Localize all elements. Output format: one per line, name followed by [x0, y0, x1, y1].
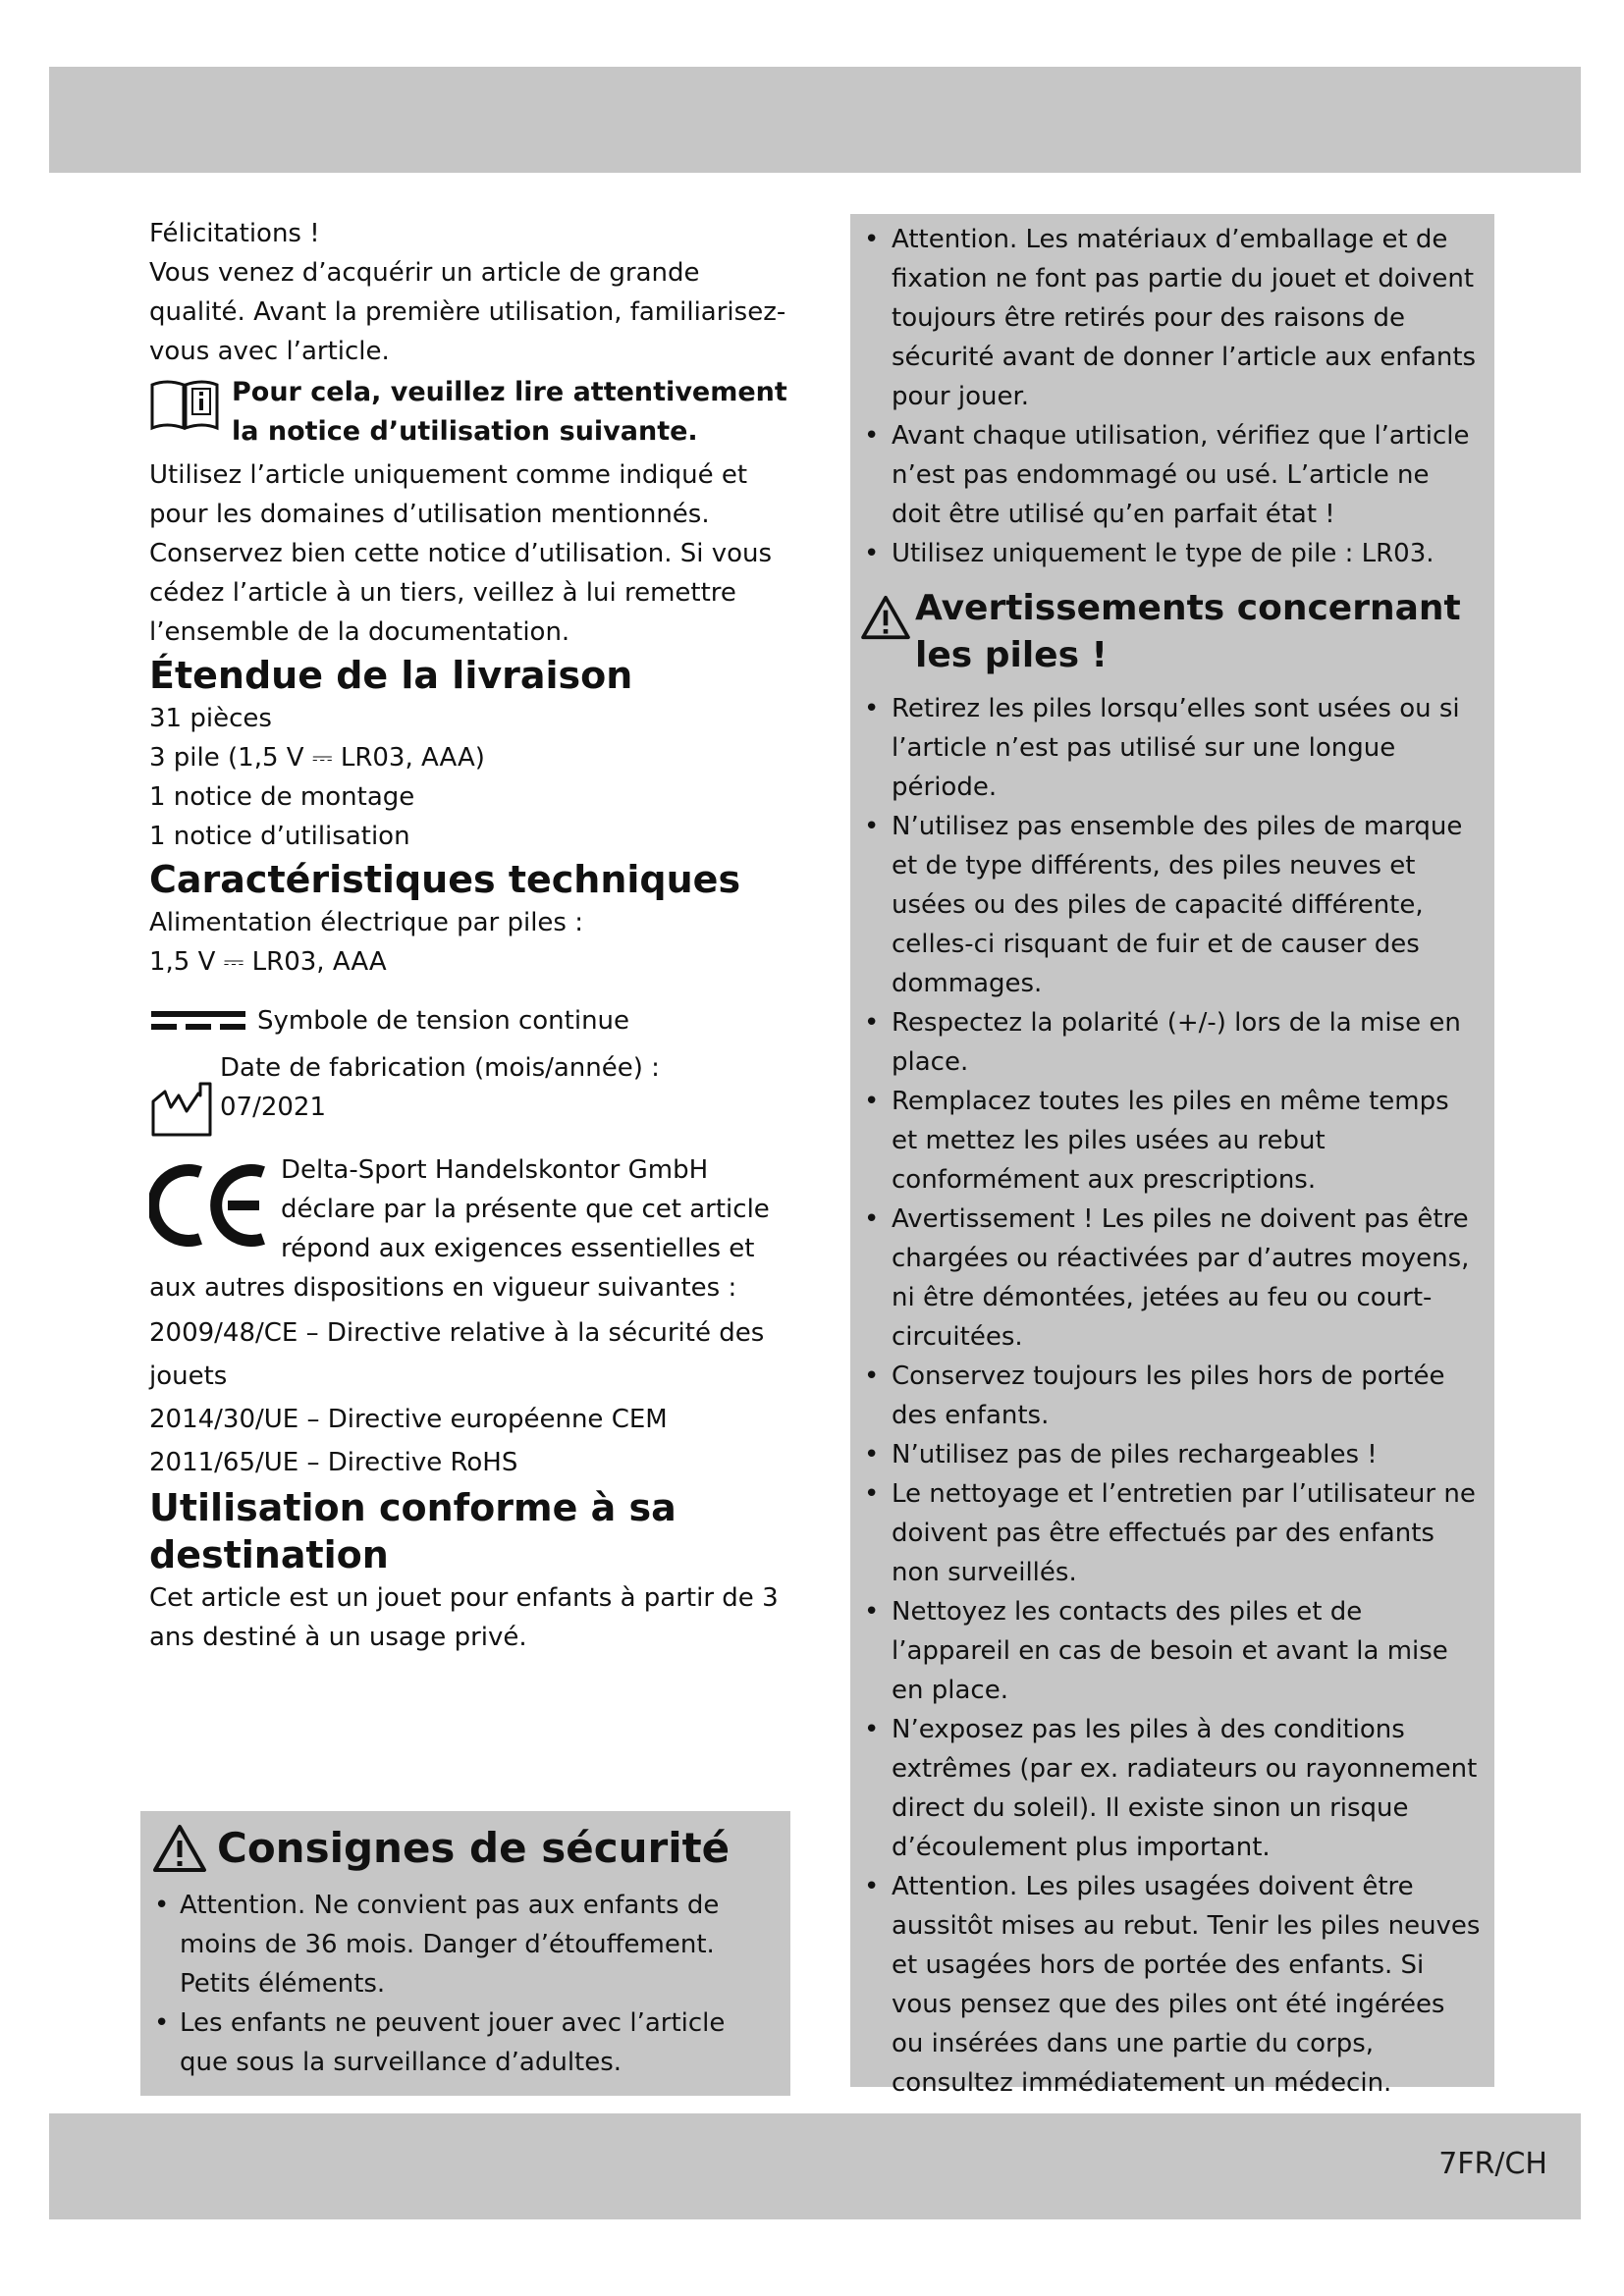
list-item: 1 notice de montage: [149, 782, 415, 812]
scope-title: Étendue de la livraison: [149, 654, 633, 697]
notice-text: Pour cela, veuillez lire attentivement la notice d’utilisation suivante.: [232, 377, 787, 447]
greeting: Félicitations !: [149, 219, 320, 248]
mfg-row: [149, 1048, 787, 1141]
dc-symbol-row: [149, 1001, 787, 1041]
usage-text: Utilisez l’article uniquement comme indiqué et pour les domaines d’utilisation mentionnés. Conservez bien cette notice d’utilisation. Si vous cédez l’article à un tiers, veillez à lui remettre l’ensemble de la documentation.: [149, 460, 773, 647]
intro-text: Vous venez d’acquérir un article de grande qualité. Avant la première utilisation, familiarisez-vous avec l’article.: [149, 258, 786, 366]
power-value: 1,5 V ⎓ LR03, AAA: [149, 947, 387, 977]
dc-voltage-icon: [149, 1009, 247, 1033]
directives: [149, 1311, 787, 1484]
list-item: 3 pile (1,5 V ⎓ LR03, AAA): [149, 743, 485, 773]
notice-row: [149, 373, 787, 452]
factory-icon: [149, 1076, 214, 1141]
list-item: • Attention. Les matériaux d’emballage et de fixation ne font pas partie du jouet et doivent toujours être retirés pour des raisons de sécurité avant de donner l’article aux enfants pour jouer.: [850, 220, 1481, 416]
header-band: [49, 67, 1581, 173]
list-item: • Retirez les piles lorsqu’elles sont usées ou si l’article n’est pas utilisé sur une longue période.: [850, 689, 1481, 807]
list-item: • Respectez la polarité (+/-) lors de la mise en place.: [850, 1003, 1481, 1082]
list-item: • Le nettoyage et l’entretien par l’utilisateur ne doivent pas être effectués par des enfants non surveillés.: [850, 1474, 1481, 1592]
ce-mark-icon: [149, 1158, 271, 1253]
ce-row: [149, 1150, 787, 1268]
warning-triangle-icon: [860, 595, 911, 640]
footer-band: [49, 2113, 1581, 2219]
list-item: • Les enfants ne peuvent jouer avec l’article que sous la surveillance d’adultes.: [140, 2003, 773, 2082]
list-item: • Conservez toujours les piles hors de portée des enfants.: [850, 1357, 1481, 1435]
scope-list: [149, 699, 787, 856]
book-info-icon: [149, 377, 220, 432]
mfg-label: Date de fabrication (mois/année) :: [220, 1053, 660, 1083]
list-item: • Utilisez uniquement le type de pile : LR03.: [850, 534, 1481, 573]
list-item: 31 pièces: [149, 704, 272, 733]
list-item: • N’utilisez pas de piles rechargeables !: [850, 1435, 1481, 1474]
directive-item: 2009/48/CE – Directive relative à la sécurité des jouets: [149, 1318, 765, 1391]
list-item: • Avant chaque utilisation, vérifiez que l’article n’est pas endommagé ou usé. L’article ne doit être utilisé qu’en parfait état !: [850, 416, 1481, 534]
ce-text: Delta-Sport Handelskontor GmbH déclare par la présente que cet article répond aux exigences essentielles et: [281, 1155, 770, 1263]
left-column: [149, 214, 787, 1657]
list-item: 1 notice d’utilisation: [149, 822, 410, 851]
page-number: 7FR/CH: [1438, 2147, 1547, 2181]
mfg-text: [220, 1048, 660, 1127]
tech-title: Caractéristiques techniques: [149, 858, 741, 901]
warning-triangle-icon: [152, 1824, 207, 1873]
list-item: • Attention. Les piles usagées doivent être aussitôt mises au rebut. Tenir les piles neuves et usagées hors de portée des enfants. Si vous pensez que des piles ont été ingérées ou insérées dans une partie du corps, consultez immédiatement un médecin.: [850, 1867, 1481, 2103]
ce-continuation: aux autres dispositions en vigueur suivantes :: [149, 1273, 737, 1303]
list-item: • N’exposez pas les piles à des conditions extrêmes (par ex. radiateurs ou rayonnement direct du soleil). Il existe sinon un risque d’écoulement plus important.: [850, 1710, 1481, 1867]
safety-title: Consignes de sécurité: [217, 1824, 731, 1872]
mfg-date: 07/2021: [220, 1093, 327, 1122]
list-item: • Remplacez toutes les piles en même temps et mettez les piles usées au rebut conformément aux prescriptions.: [850, 1082, 1481, 1200]
dc-symbol-text: Symbole de tension continue: [257, 1006, 630, 1036]
general-warnings-list: [850, 220, 1494, 573]
right-warnings-box: [850, 214, 1494, 2098]
battery-title: Avertissements concernant les piles !: [915, 588, 1461, 675]
safety-list: [140, 1886, 790, 2082]
battery-head: [860, 585, 1494, 679]
battery-warnings-list: [850, 689, 1494, 2103]
list-item: • Avertissement ! Les piles ne doivent pas être chargées ou réactivées par d’autres moyens, ni être démontées, jetées au feu ou court-circuitées.: [850, 1200, 1481, 1357]
safety-box: [140, 1811, 790, 2096]
list-item: • N’utilisez pas ensemble des piles de marque et de type différents, des piles neuves et usées ou des piles de capacité différente, celles-ci risquant de fuir et de causer des dommages.: [850, 807, 1481, 1003]
list-item: • Nettoyez les contacts des piles et de l’appareil en cas de besoin et avant la mise en place.: [850, 1592, 1481, 1710]
directive-item: 2011/65/UE – Directive RoHS: [149, 1448, 518, 1477]
directive-item: 2014/30/UE – Directive européenne CEM: [149, 1405, 668, 1434]
use-text: Cet article est un jouet pour enfants à partir de 3 ans destiné à un usage privé.: [149, 1583, 779, 1652]
safety-head: [140, 1811, 790, 1878]
power-label: Alimentation électrique par piles :: [149, 908, 583, 937]
list-item: • Attention. Ne convient pas aux enfants de moins de 36 mois. Danger d’étouffement. Petits éléments.: [140, 1886, 773, 2003]
use-title: Utilisation conforme à sa destination: [149, 1486, 677, 1576]
